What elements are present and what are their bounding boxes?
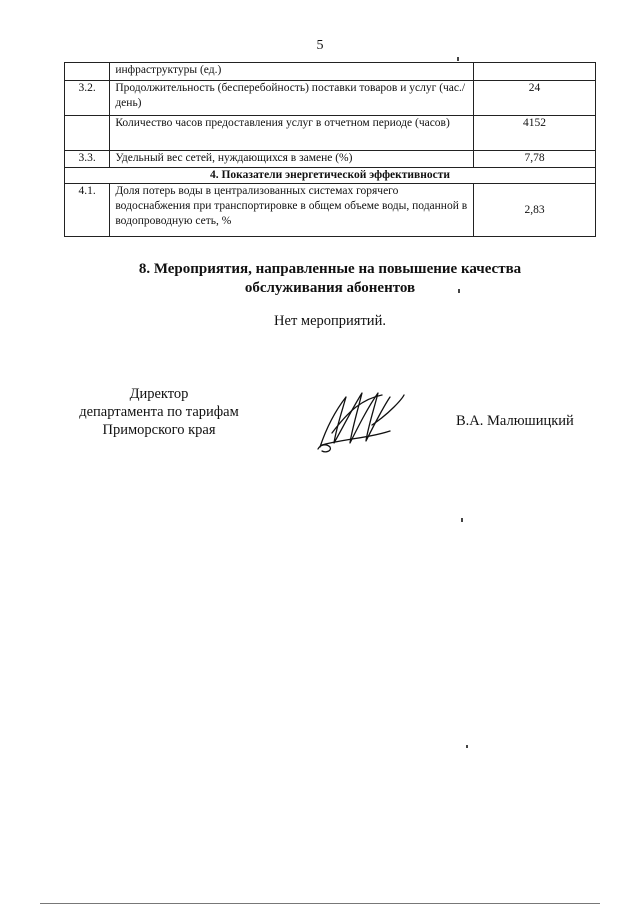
row-description: инфраструктуры (ед.) [110,63,474,81]
handwritten-signature-icon [312,385,412,455]
section-8-body: Нет мероприятий. [274,313,386,329]
row-value: 7,78 [474,151,596,168]
table-section-row [65,168,596,184]
row-value: 4152 [474,116,596,151]
page-number: 5 [316,38,324,53]
row-description: Удельный вес сетей, нуждающихся в замене (%) [110,151,474,168]
row-description: Количество часов предоставления услуг в отчетном периоде (часов) [110,116,474,151]
row-value [474,63,596,81]
section-8-title-line1: 8. Мероприятия, направленные на повышение качества [138,261,522,277]
row-number [65,63,110,81]
table-row [65,151,596,168]
row-description: Доля потерь воды в централизованных системах горячего водоснабжения при транспортировке в общем объеме воды, поданной в водопроводную сеть, % [110,184,474,237]
section-heading: 4. Показатели энергетической эффективности [65,168,596,184]
scan-speck [457,57,459,61]
table-row [65,81,596,116]
scan-speck [458,289,460,293]
row-description: Продолжительность (бесперебойность) поставки товаров и услуг (час./день) [110,81,474,116]
section-8-title-line2: обслуживания абонентов [244,280,416,296]
table-row [65,116,596,151]
row-number: 3.3. [65,151,110,168]
signer-position [64,385,254,439]
row-value: 24 [474,81,596,116]
scan-speck [466,745,468,748]
scan-speck [461,518,463,522]
row-value: 2,83 [474,184,596,237]
signer-position-line1: Директор [129,386,189,402]
row-number: 3.2. [65,81,110,116]
signer-position-line3: Приморского края [102,422,216,438]
table-row [65,63,596,81]
row-number: 4.1. [65,184,110,237]
row-number [65,116,110,151]
scan-edge-line [40,903,600,904]
signer-name: В.А. Малюшицкий [456,413,574,429]
indicators-table [64,62,596,237]
signer-position-line2: департамента по тарифам [79,404,239,420]
section-8-title [0,260,640,298]
table-row [65,184,596,237]
